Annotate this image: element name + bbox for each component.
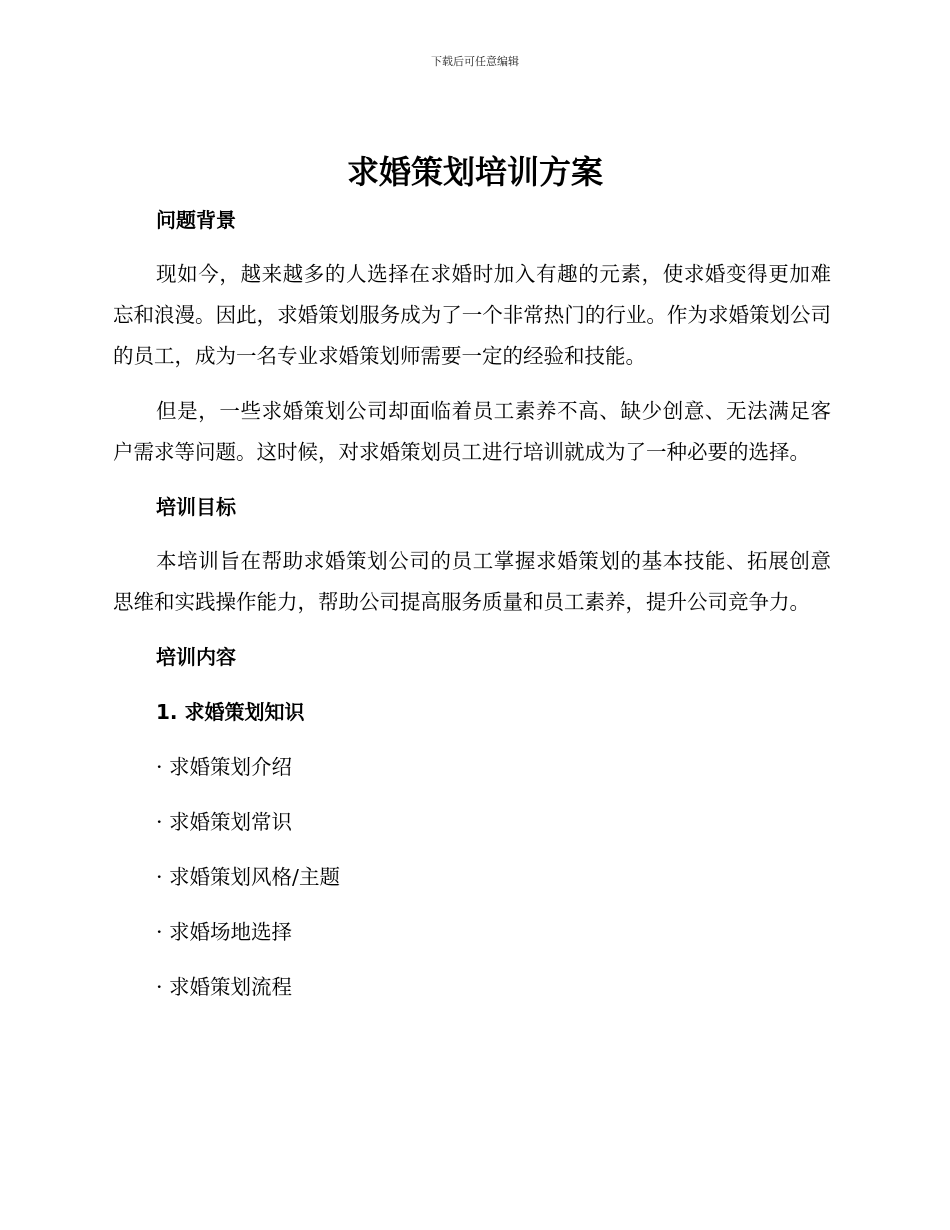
list-item: · 求婚策划介绍 bbox=[156, 755, 293, 779]
document-body bbox=[113, 200, 831, 1007]
bullet-list bbox=[113, 747, 831, 1007]
subsection-heading-1: 1. 求婚策划知识 bbox=[156, 700, 305, 724]
section-background bbox=[113, 200, 831, 473]
list-item: · 求婚策划风格/主题 bbox=[156, 865, 340, 889]
background-paragraph-2: 但是，一些求婚策划公司却面临着员工素养不高、缺少创意、无法满足客户需求等问题。这时候，对求婚策划员工进行培训就成为了一种必要的选择。 bbox=[113, 399, 831, 464]
list-item: · 求婚策划流程 bbox=[156, 975, 293, 999]
header-note: 下载后可任意编辑 bbox=[431, 55, 519, 68]
section-content bbox=[113, 637, 831, 1007]
section-heading-goal: 培训目标 bbox=[156, 495, 236, 519]
section-heading-content: 培训内容 bbox=[156, 645, 236, 669]
section-heading-background: 问题背景 bbox=[156, 208, 236, 232]
goal-paragraph-1: 本培训旨在帮助求婚策划公司的员工掌握求婚策划的基本技能、拓展创意思维和实践操作能力，帮助公司提高服务质量和员工素养，提升公司竞争力。 bbox=[113, 549, 831, 614]
background-paragraph-1: 现如今，越来越多的人选择在求婚时加入有趣的元素，使求婚变得更加难忘和浪漫。因此，求婚策划服务成为了一个非常热门的行业。作为求婚策划公司的员工，成为一名专业求婚策划师需要一定的经验和技能。 bbox=[113, 262, 831, 368]
list-item: · 求婚策划常识 bbox=[156, 810, 293, 834]
document-title: 求婚策划培训方案 bbox=[346, 153, 603, 191]
list-item: · 求婚场地选择 bbox=[156, 920, 293, 944]
section-goal bbox=[113, 487, 831, 623]
